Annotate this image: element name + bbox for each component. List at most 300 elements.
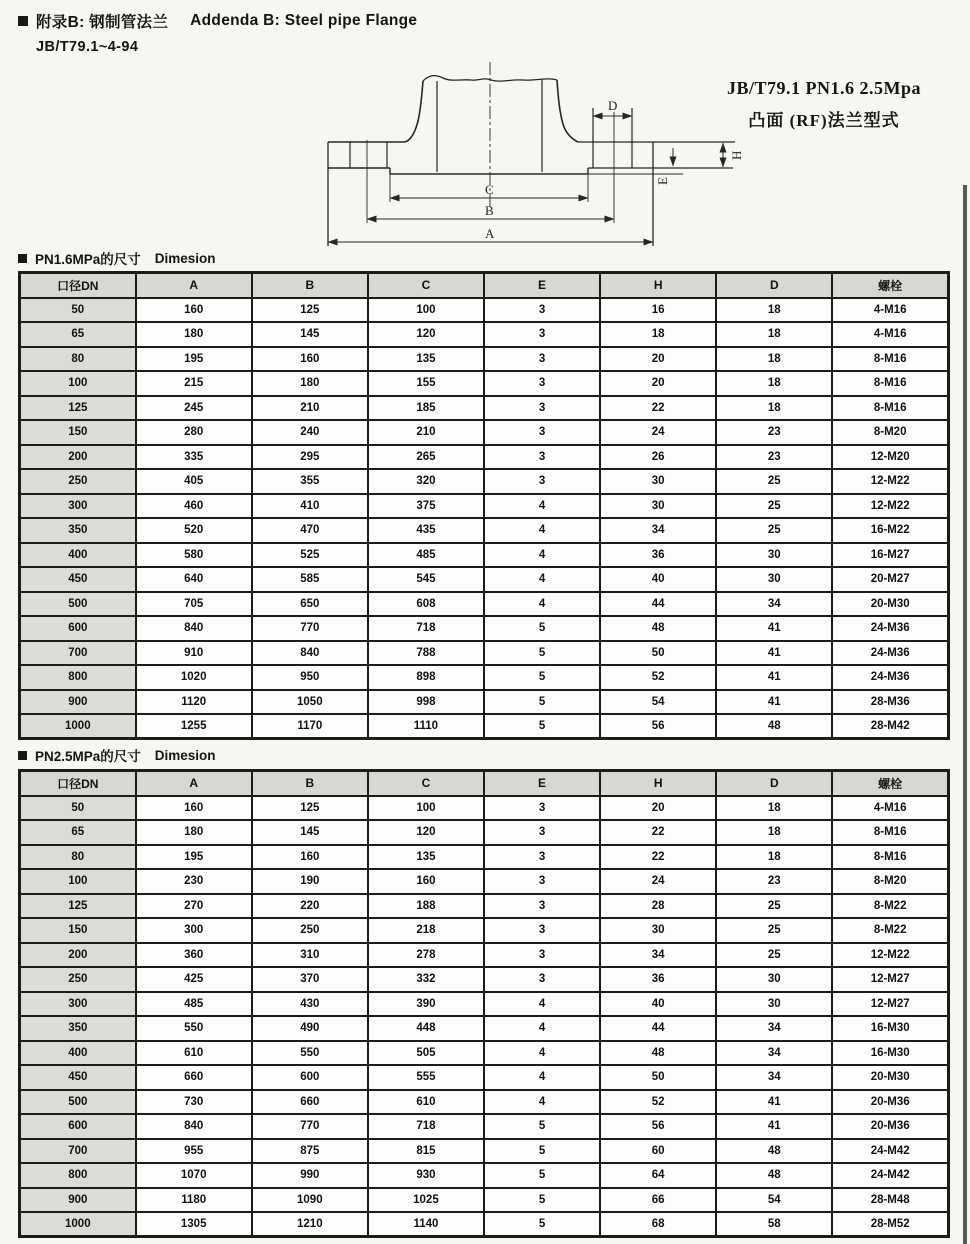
value-cell: 100	[368, 796, 484, 821]
table-row	[20, 543, 949, 568]
value-cell: 25	[716, 469, 832, 494]
value-cell: 585	[252, 567, 368, 592]
dn-cell: 50	[20, 796, 136, 821]
table-row	[20, 322, 949, 347]
value-cell: 355	[252, 469, 368, 494]
value-cell: 12-M20	[832, 445, 948, 470]
value-cell: 1305	[136, 1212, 252, 1237]
value-cell: 40	[600, 992, 716, 1017]
dn-cell: 125	[20, 894, 136, 919]
value-cell: 990	[252, 1163, 368, 1188]
table-row	[20, 894, 949, 919]
value-cell: 490	[252, 1016, 368, 1041]
value-cell: 64	[600, 1163, 716, 1188]
value-cell: 788	[368, 641, 484, 666]
dn-cell: 350	[20, 518, 136, 543]
table-row	[20, 665, 949, 690]
dn-cell: 200	[20, 943, 136, 968]
value-cell: 770	[252, 1114, 368, 1139]
table-row	[20, 641, 949, 666]
dn-cell: 300	[20, 992, 136, 1017]
value-cell: 1210	[252, 1212, 368, 1237]
dn-cell: 700	[20, 641, 136, 666]
value-cell: 185	[368, 396, 484, 421]
value-cell: 3	[484, 322, 600, 347]
value-cell: 8-M16	[832, 820, 948, 845]
value-cell: 898	[368, 665, 484, 690]
value-cell: 8-M22	[832, 918, 948, 943]
value-cell: 48	[716, 1163, 832, 1188]
value-cell: 435	[368, 518, 484, 543]
value-cell: 12-M27	[832, 967, 948, 992]
value-cell: 44	[600, 592, 716, 617]
value-cell: 20-M30	[832, 592, 948, 617]
value-cell: 215	[136, 371, 252, 396]
table-row	[20, 494, 949, 519]
dn-cell: 450	[20, 1065, 136, 1090]
column-header: D	[716, 771, 832, 796]
table-row	[20, 943, 949, 968]
value-cell: 1090	[252, 1188, 368, 1213]
value-cell: 555	[368, 1065, 484, 1090]
value-cell: 410	[252, 494, 368, 519]
value-cell: 12-M22	[832, 943, 948, 968]
dn-cell: 300	[20, 494, 136, 519]
dn-cell: 150	[20, 918, 136, 943]
value-cell: 930	[368, 1163, 484, 1188]
dim-label-c: C	[485, 182, 494, 197]
dim-label-d: D	[608, 98, 618, 113]
value-cell: 16-M27	[832, 543, 948, 568]
value-cell: 160	[368, 869, 484, 894]
value-cell: 1170	[252, 714, 368, 739]
value-cell: 218	[368, 918, 484, 943]
value-cell: 30	[600, 494, 716, 519]
value-cell: 60	[600, 1139, 716, 1164]
table-row	[20, 567, 949, 592]
value-cell: 3	[484, 347, 600, 372]
neck-left-wall	[405, 81, 423, 142]
value-cell: 24-M36	[832, 616, 948, 641]
value-cell: 22	[600, 396, 716, 421]
value-cell: 5	[484, 641, 600, 666]
value-cell: 41	[716, 690, 832, 715]
value-cell: 41	[716, 616, 832, 641]
square-bullet-icon	[18, 16, 28, 26]
dim-label-a: A	[485, 226, 495, 241]
value-cell: 28-M36	[832, 690, 948, 715]
column-header: B	[252, 771, 368, 796]
value-cell: 610	[368, 1090, 484, 1115]
value-cell: 30	[600, 918, 716, 943]
value-cell: 550	[252, 1041, 368, 1066]
value-cell: 20	[600, 796, 716, 821]
dim-label-h: H	[729, 150, 744, 160]
dim-label-e: E	[655, 177, 670, 185]
value-cell: 280	[136, 420, 252, 445]
value-cell: 220	[252, 894, 368, 919]
dn-cell: 80	[20, 347, 136, 372]
value-cell: 840	[136, 616, 252, 641]
value-cell: 4-M16	[832, 796, 948, 821]
value-cell: 4	[484, 1016, 600, 1041]
table-row	[20, 967, 949, 992]
column-header: A	[136, 273, 252, 298]
value-cell: 48	[600, 1041, 716, 1066]
value-cell: 180	[136, 322, 252, 347]
value-cell: 16	[600, 298, 716, 323]
table-row	[20, 1212, 949, 1237]
value-cell: 28-M52	[832, 1212, 948, 1237]
column-header: B	[252, 273, 368, 298]
value-cell: 34	[600, 943, 716, 968]
value-cell: 360	[136, 943, 252, 968]
table-row	[20, 1090, 949, 1115]
value-cell: 135	[368, 845, 484, 870]
dimension-table-pn25	[18, 769, 950, 1238]
value-cell: 4	[484, 1065, 600, 1090]
value-cell: 160	[252, 347, 368, 372]
value-cell: 8-M20	[832, 869, 948, 894]
value-cell: 910	[136, 641, 252, 666]
value-cell: 4	[484, 567, 600, 592]
value-cell: 18	[716, 820, 832, 845]
value-cell: 580	[136, 543, 252, 568]
value-cell: 5	[484, 616, 600, 641]
value-cell: 245	[136, 396, 252, 421]
dn-cell: 500	[20, 592, 136, 617]
value-cell: 56	[600, 1114, 716, 1139]
value-cell: 20-M36	[832, 1090, 948, 1115]
table-row	[20, 992, 949, 1017]
value-cell: 265	[368, 445, 484, 470]
value-cell: 335	[136, 445, 252, 470]
value-cell: 660	[252, 1090, 368, 1115]
value-cell: 36	[600, 543, 716, 568]
value-cell: 135	[368, 347, 484, 372]
value-cell: 188	[368, 894, 484, 919]
dn-cell: 65	[20, 322, 136, 347]
value-cell: 8-M20	[832, 420, 948, 445]
value-cell: 8-M22	[832, 894, 948, 919]
dn-cell: 450	[20, 567, 136, 592]
value-cell: 66	[600, 1188, 716, 1213]
value-cell: 5	[484, 714, 600, 739]
neck-right-wall	[557, 80, 578, 142]
column-header: E	[484, 273, 600, 298]
value-cell: 3	[484, 967, 600, 992]
value-cell: 52	[600, 665, 716, 690]
value-cell: 41	[716, 1114, 832, 1139]
value-cell: 18	[716, 396, 832, 421]
value-cell: 5	[484, 1212, 600, 1237]
value-cell: 3	[484, 869, 600, 894]
value-cell: 34	[716, 1041, 832, 1066]
scanned-page-edge	[963, 185, 967, 1244]
value-cell: 1025	[368, 1188, 484, 1213]
value-cell: 54	[716, 1188, 832, 1213]
value-cell: 34	[600, 518, 716, 543]
value-cell: 54	[600, 690, 716, 715]
table-row	[20, 714, 949, 739]
value-cell: 16-M30	[832, 1016, 948, 1041]
value-cell: 56	[600, 714, 716, 739]
value-cell: 840	[252, 641, 368, 666]
value-cell: 250	[252, 918, 368, 943]
value-cell: 24-M42	[832, 1163, 948, 1188]
table-row	[20, 1139, 949, 1164]
page-title-cn: 附录B: 钢制管法兰	[36, 14, 169, 31]
value-cell: 100	[368, 298, 484, 323]
dn-cell: 65	[20, 820, 136, 845]
value-cell: 44	[600, 1016, 716, 1041]
value-cell: 1050	[252, 690, 368, 715]
flange-section-svg	[295, 50, 745, 255]
value-cell: 310	[252, 943, 368, 968]
value-cell: 448	[368, 1016, 484, 1041]
value-cell: 30	[716, 567, 832, 592]
value-cell: 26	[600, 445, 716, 470]
value-cell: 16-M30	[832, 1041, 948, 1066]
value-cell: 320	[368, 469, 484, 494]
value-cell: 120	[368, 820, 484, 845]
value-cell: 18	[600, 322, 716, 347]
value-cell: 4-M16	[832, 322, 948, 347]
table-row	[20, 371, 949, 396]
section-title-pn25	[18, 745, 216, 765]
value-cell: 1120	[136, 690, 252, 715]
value-cell: 718	[368, 616, 484, 641]
value-cell: 210	[368, 420, 484, 445]
dn-cell: 600	[20, 1114, 136, 1139]
value-cell: 3	[484, 371, 600, 396]
value-cell: 485	[368, 543, 484, 568]
value-cell: 20-M27	[832, 567, 948, 592]
table-row	[20, 396, 949, 421]
column-header: A	[136, 771, 252, 796]
value-cell: 3	[484, 894, 600, 919]
value-cell: 160	[252, 845, 368, 870]
table-row	[20, 1163, 949, 1188]
value-cell: 125	[252, 298, 368, 323]
value-cell: 180	[136, 820, 252, 845]
value-cell: 145	[252, 322, 368, 347]
table-row	[20, 845, 949, 870]
value-cell: 3	[484, 420, 600, 445]
table-row	[20, 616, 949, 641]
dn-cell: 400	[20, 1041, 136, 1066]
dn-cell: 700	[20, 1139, 136, 1164]
dn-cell: 900	[20, 1188, 136, 1213]
column-header: C	[368, 771, 484, 796]
section-title-pn16	[18, 248, 216, 268]
dn-cell: 800	[20, 1163, 136, 1188]
value-cell: 270	[136, 894, 252, 919]
section-title-cn: PN2.5MPa的尺寸	[35, 749, 141, 764]
value-cell: 3	[484, 918, 600, 943]
section-title-en: Dimesion	[154, 250, 216, 266]
value-cell: 41	[716, 1090, 832, 1115]
table-row	[20, 592, 949, 617]
dn-cell: 350	[20, 1016, 136, 1041]
value-cell: 12-M27	[832, 992, 948, 1017]
drawing-caption-type: 凸面 (RF)法兰型式	[748, 111, 900, 130]
value-cell: 3	[484, 298, 600, 323]
value-cell: 5	[484, 690, 600, 715]
dn-cell: 500	[20, 1090, 136, 1115]
value-cell: 1255	[136, 714, 252, 739]
dn-cell: 50	[20, 298, 136, 323]
value-cell: 18	[716, 371, 832, 396]
value-cell: 24-M42	[832, 1139, 948, 1164]
value-cell: 8-M16	[832, 347, 948, 372]
value-cell: 950	[252, 665, 368, 690]
dim-label-b: B	[485, 203, 494, 218]
value-cell: 12-M22	[832, 494, 948, 519]
value-cell: 68	[600, 1212, 716, 1237]
value-cell: 25	[716, 518, 832, 543]
value-cell: 5	[484, 1188, 600, 1213]
value-cell: 608	[368, 592, 484, 617]
value-cell: 20-M36	[832, 1114, 948, 1139]
value-cell: 5	[484, 1163, 600, 1188]
value-cell: 425	[136, 967, 252, 992]
value-cell: 1180	[136, 1188, 252, 1213]
value-cell: 300	[136, 918, 252, 943]
dn-cell: 250	[20, 967, 136, 992]
value-cell: 240	[252, 420, 368, 445]
value-cell: 40	[600, 567, 716, 592]
section-title-cn: PN1.6MPa的尺寸	[35, 252, 141, 267]
value-cell: 470	[252, 518, 368, 543]
value-cell: 770	[252, 616, 368, 641]
column-header: 口径DN	[20, 273, 136, 298]
table-row	[20, 820, 949, 845]
table-row	[20, 1114, 949, 1139]
column-header: H	[600, 273, 716, 298]
value-cell: 485	[136, 992, 252, 1017]
value-cell: 24	[600, 420, 716, 445]
standard-number: JB/T79.1~4-94	[36, 39, 139, 55]
value-cell: 4	[484, 518, 600, 543]
value-cell: 815	[368, 1139, 484, 1164]
column-header: 螺栓	[832, 771, 948, 796]
dn-cell: 200	[20, 445, 136, 470]
value-cell: 460	[136, 494, 252, 519]
dn-cell: 1000	[20, 1212, 136, 1237]
value-cell: 36	[600, 967, 716, 992]
dn-cell: 900	[20, 690, 136, 715]
value-cell: 5	[484, 1114, 600, 1139]
column-header: 口径DN	[20, 771, 136, 796]
value-cell: 4	[484, 592, 600, 617]
value-cell: 30	[716, 543, 832, 568]
column-header: D	[716, 273, 832, 298]
flange-drawing	[295, 50, 745, 260]
value-cell: 18	[716, 298, 832, 323]
value-cell: 718	[368, 1114, 484, 1139]
value-cell: 3	[484, 469, 600, 494]
value-cell: 640	[136, 567, 252, 592]
value-cell: 195	[136, 347, 252, 372]
value-cell: 730	[136, 1090, 252, 1115]
dn-cell: 100	[20, 869, 136, 894]
table-row	[20, 1065, 949, 1090]
page-title-en: Addenda B: Steel pipe Flange	[190, 12, 418, 29]
table-row	[20, 918, 949, 943]
value-cell: 4	[484, 1090, 600, 1115]
value-cell: 50	[600, 1065, 716, 1090]
value-cell: 28	[600, 894, 716, 919]
value-cell: 48	[600, 616, 716, 641]
value-cell: 370	[252, 967, 368, 992]
value-cell: 3	[484, 943, 600, 968]
value-cell: 25	[716, 918, 832, 943]
dn-cell: 1000	[20, 714, 136, 739]
value-cell: 4	[484, 494, 600, 519]
value-cell: 3	[484, 796, 600, 821]
value-cell: 1110	[368, 714, 484, 739]
value-cell: 375	[368, 494, 484, 519]
value-cell: 1020	[136, 665, 252, 690]
value-cell: 3	[484, 396, 600, 421]
value-cell: 230	[136, 869, 252, 894]
value-cell: 8-M16	[832, 371, 948, 396]
value-cell: 30	[716, 967, 832, 992]
table-row	[20, 869, 949, 894]
value-cell: 41	[716, 665, 832, 690]
value-cell: 22	[600, 845, 716, 870]
value-cell: 955	[136, 1139, 252, 1164]
value-cell: 34	[716, 1065, 832, 1090]
table-row	[20, 518, 949, 543]
value-cell: 24	[600, 869, 716, 894]
value-cell: 23	[716, 869, 832, 894]
value-cell: 48	[716, 714, 832, 739]
table-row	[20, 796, 949, 821]
dn-cell: 80	[20, 845, 136, 870]
value-cell: 525	[252, 543, 368, 568]
value-cell: 4	[484, 992, 600, 1017]
table-header-row	[20, 771, 949, 796]
value-cell: 505	[368, 1041, 484, 1066]
value-cell: 41	[716, 641, 832, 666]
value-cell: 52	[600, 1090, 716, 1115]
table-row	[20, 1016, 949, 1041]
page-title	[18, 10, 417, 32]
value-cell: 50	[600, 641, 716, 666]
value-cell: 660	[136, 1065, 252, 1090]
table-row	[20, 1041, 949, 1066]
value-cell: 160	[136, 298, 252, 323]
table-row	[20, 347, 949, 372]
dn-cell: 600	[20, 616, 136, 641]
value-cell: 390	[368, 992, 484, 1017]
value-cell: 20	[600, 371, 716, 396]
section-title-en: Dimesion	[154, 747, 216, 763]
value-cell: 34	[716, 592, 832, 617]
dn-cell: 150	[20, 420, 136, 445]
value-cell: 840	[136, 1114, 252, 1139]
value-cell: 295	[252, 445, 368, 470]
value-cell: 20	[600, 347, 716, 372]
value-cell: 705	[136, 592, 252, 617]
value-cell: 20-M30	[832, 1065, 948, 1090]
value-cell: 23	[716, 445, 832, 470]
dn-cell: 800	[20, 665, 136, 690]
value-cell: 650	[252, 592, 368, 617]
value-cell: 3	[484, 845, 600, 870]
